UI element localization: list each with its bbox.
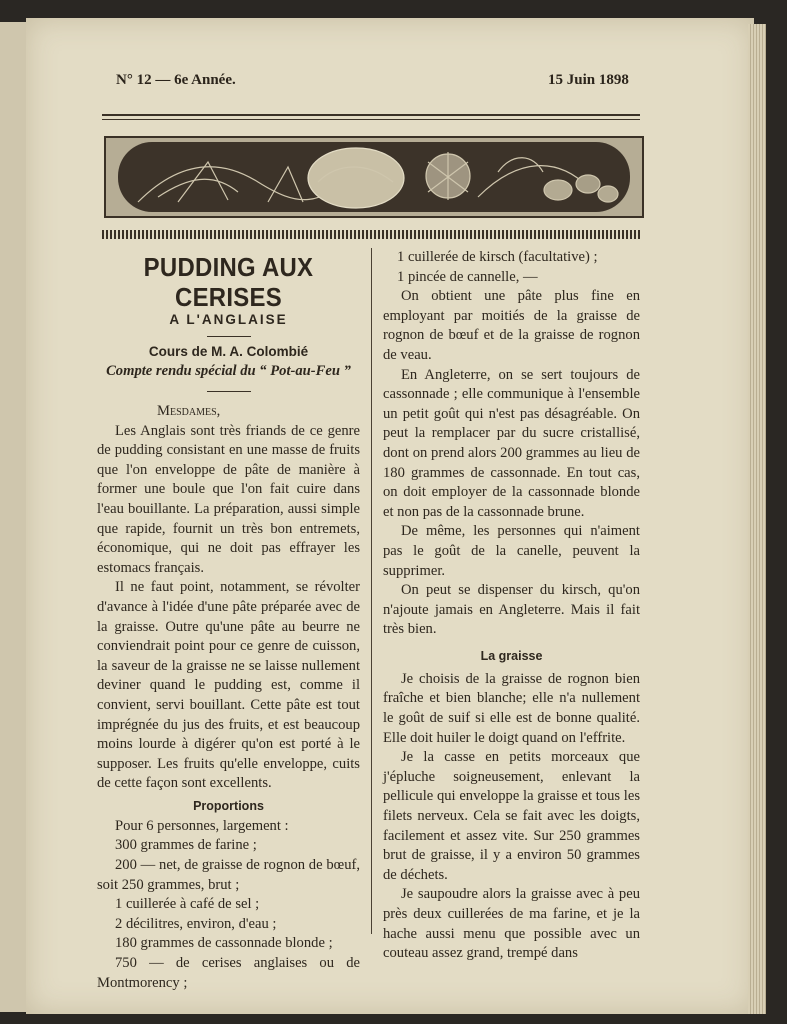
article-title: PUDDING AUX CERISES <box>143 252 314 312</box>
paragraph: Les Anglais sont très friands de ce genre de pudding consistant en une masse de fruits que l'on enveloppe de pâte de manière à former une boule que l'on fait cuire dans l'eau bouillante. La préparation, aussi simple que rapide, fournit un très bon entremets, économique, qui ne doit pas effrayer les estomacs français. <box>97 422 360 576</box>
facing-page-edge <box>0 22 27 1012</box>
ingredient-line: 1 cuillerée à café de sel ; <box>115 896 260 913</box>
vegetable-illustration-icon <box>118 142 630 212</box>
course-credit: Cours de M. A. Colombié <box>148 344 309 359</box>
issue-number: N° 12 — 6e Année. <box>116 72 236 88</box>
article-subtitle: A L'ANGLAISE <box>169 312 288 327</box>
ingredient-line: 750 — de cerises anglaises ou de Montmorency ; <box>97 955 360 991</box>
ingredient-line: Pour 6 personnes, largement : <box>115 817 289 834</box>
right-column <box>383 248 640 964</box>
ingredient-line: 2 décilitres, environ, d'eau ; <box>115 915 277 932</box>
paragraph: Je la casse en petits morceaux que j'épluche soigneusement, enlevant la pellicule qui enveloppe la graisse et tous les filets nerveux. Cela se fait avec les doigts, facilement et assez vite. Sur 250 grammes brut de graisse, il y a environ 50 grammes de déchets. <box>383 749 640 883</box>
ingredient-line: 300 grammes de farine ; <box>115 837 257 854</box>
paragraph: Je choisis de la graisse de rognon bien fraîche et bien blanche; elle n'a nullement le goût de suif si elle est de bonne qualité. Elle doit huiler le doigt quand on l'effrite. <box>383 670 640 746</box>
paragraph: En Angleterre, on se sert toujours de cassonnade ; elle communique à l'ensemble un petit goût qui n'est pas désagréable. On peut la remplacer par du sucre cristallisé, dont on prend alors 200 grammes au lieu de 180 grammes de cassonnade. En tout cas, on doit employer de la cassonnade blonde et non pas de la cassonnade brune. <box>383 366 640 520</box>
page-stack-edge <box>748 24 766 1014</box>
column-divider <box>371 248 372 934</box>
decorative-banner <box>104 136 644 218</box>
title-rule <box>207 336 251 337</box>
header-rule-top <box>102 114 640 116</box>
ingredient-line: 200 — net, de graisse de rognon de bœuf, soit 250 grammes, brut ; <box>97 857 360 893</box>
paragraph: De même, les personnes qui n'aiment pas le goût de la canelle, peuvent la supprimer. <box>383 523 640 579</box>
ingredient-line: 1 cuillerée de kirsch (facultative) ; <box>397 249 598 265</box>
ingredient-line: 180 grammes de cassonnade blonde ; <box>115 935 333 952</box>
header-rule-bottom <box>102 119 640 120</box>
left-column <box>97 248 360 993</box>
proportions-heading: Proportions <box>193 798 264 813</box>
ornamental-divider <box>102 230 640 239</box>
paragraph: On obtient une pâte plus fine en employant par moitiés de la graisse de rognon de bœuf et de la graisse de rognon de veau. <box>383 288 640 363</box>
report-credit: Compte rendu spécial du “ Pot-au-Feu ” <box>106 363 351 379</box>
paragraph: Il ne faut point, notamment, se révolter d'avance à l'idée d'une pâte préparée avec de la graisse. Outre qu'une pâte au beurre ne conviendrait point pour ce genre de cuisson, la saveur de la graisse ne se laisse nullement deviner quand le pudding est, comme il convient, servi bouillant. Cette pâte est tout imprégnée du jus des fruits, et est beaucoup moins lourde à digérer qu'on est porté à le supposer. Les fruits qu'elle enveloppe, cuits de cette façon sont excellents. <box>97 579 360 792</box>
ingredient-line: 1 pincée de cannelle, — <box>397 268 538 285</box>
paragraph: On peut se dispenser du kirsch, qu'on n'ajoute jamais en Angleterre. Mais il fait très bien. <box>383 582 640 638</box>
paragraph: Je saupoudre alors la graisse avec à peu près deux cuillerées de ma farine, et je la hache aussi menu que possible avec un couteau assez grand, trempé dans <box>383 886 640 962</box>
issue-date: 15 Juin 1898 <box>548 72 629 88</box>
credit-rule <box>207 391 251 392</box>
graisse-heading: La graisse <box>480 648 543 663</box>
salutation: Mesdames, <box>157 403 221 419</box>
